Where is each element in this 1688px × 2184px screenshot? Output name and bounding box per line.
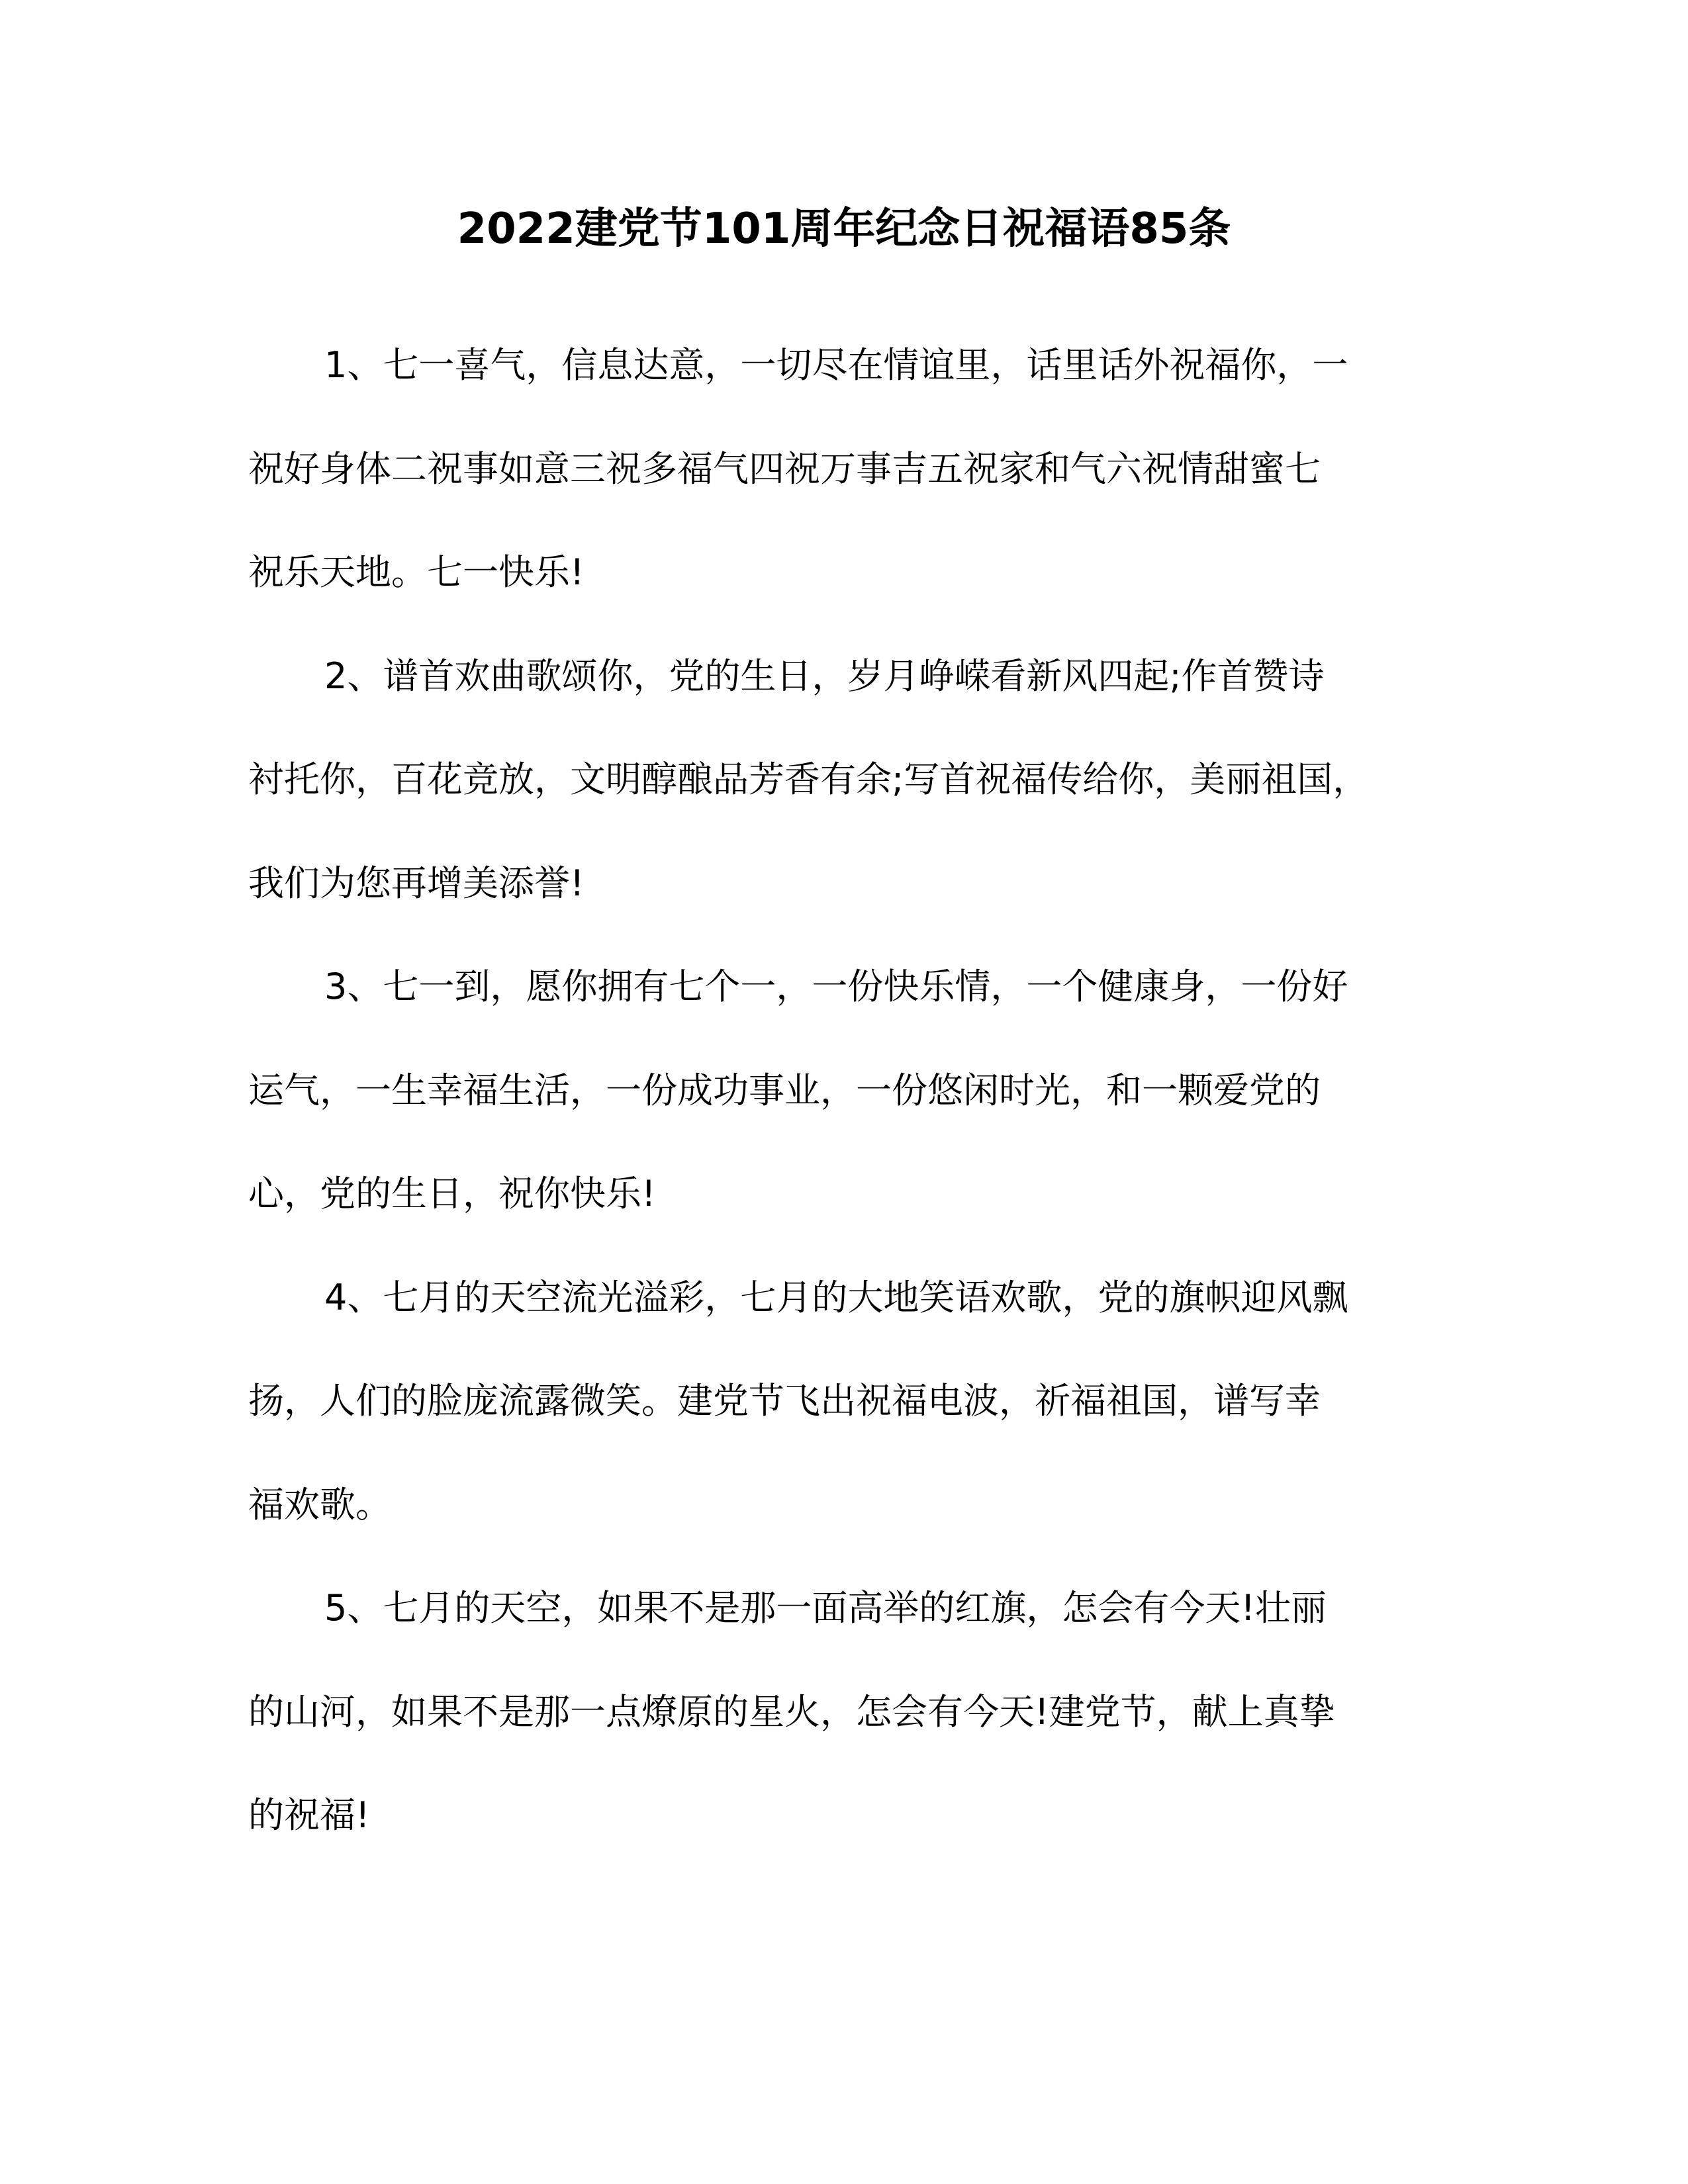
paragraph-line: 扬，人们的脸庞流露微笑。建党节飞出祝福电波，祈福祖国，谱写幸 (248, 1380, 1321, 1422)
paragraph-line: 5、七月的天空，如果不是那一面高举的红旗，怎会有今天!壮丽 (324, 1587, 1327, 1629)
paragraph-3 (248, 935, 1460, 1246)
paragraph-line: 衬托你，百花竞放，文明醇酿品芳香有余;写首祝福传给你，美丽祖国， (248, 758, 1369, 800)
paragraph-line: 福欢歌。 (248, 1483, 391, 1525)
paragraph-1 (248, 314, 1460, 625)
paragraph-line: 心，党的生日，祝你快乐! (248, 1173, 656, 1214)
paragraph-2 (248, 625, 1460, 936)
paragraph-5 (248, 1557, 1460, 1868)
paragraph-line: 的祝福! (248, 1794, 370, 1836)
paragraph-line: 的山河，如果不是那一点燎原的星火，怎会有今天!建党节，献上真挚 (248, 1690, 1335, 1733)
document-body (248, 314, 1460, 1868)
paragraph-line: 2、谱首欢曲歌颂你，党的生日，岁月峥嵘看新风四起;作首赞诗 (324, 655, 1325, 697)
paragraph-line: 1、七一喜气，信息达意，一切尽在情谊里，话里话外祝福你，一 (324, 344, 1348, 386)
paragraph-line: 祝乐天地。七一快乐! (248, 551, 585, 593)
paragraph-line: 3、七一到，愿你拥有七个一，一份快乐情，一个健康身，一份好 (324, 966, 1348, 1007)
paragraph-line: 我们为您再增美添誉! (248, 862, 585, 904)
document-title: 2022建党节101周年纪念日祝福语85条 (457, 205, 1231, 253)
paragraph-4 (248, 1246, 1460, 1557)
paragraph-line: 祝好身体二祝事如意三祝多福气四祝万事吉五祝家和气六祝情甜蜜七 (248, 447, 1321, 490)
paragraph-line: 运气，一生幸福生活，一份成功事业，一份悠闲时光，和一颗爱党的 (248, 1069, 1321, 1111)
paragraph-line: 4、七月的天空流光溢彩，七月的大地笑语欢歌，党的旗帜迎风飘 (324, 1276, 1348, 1318)
